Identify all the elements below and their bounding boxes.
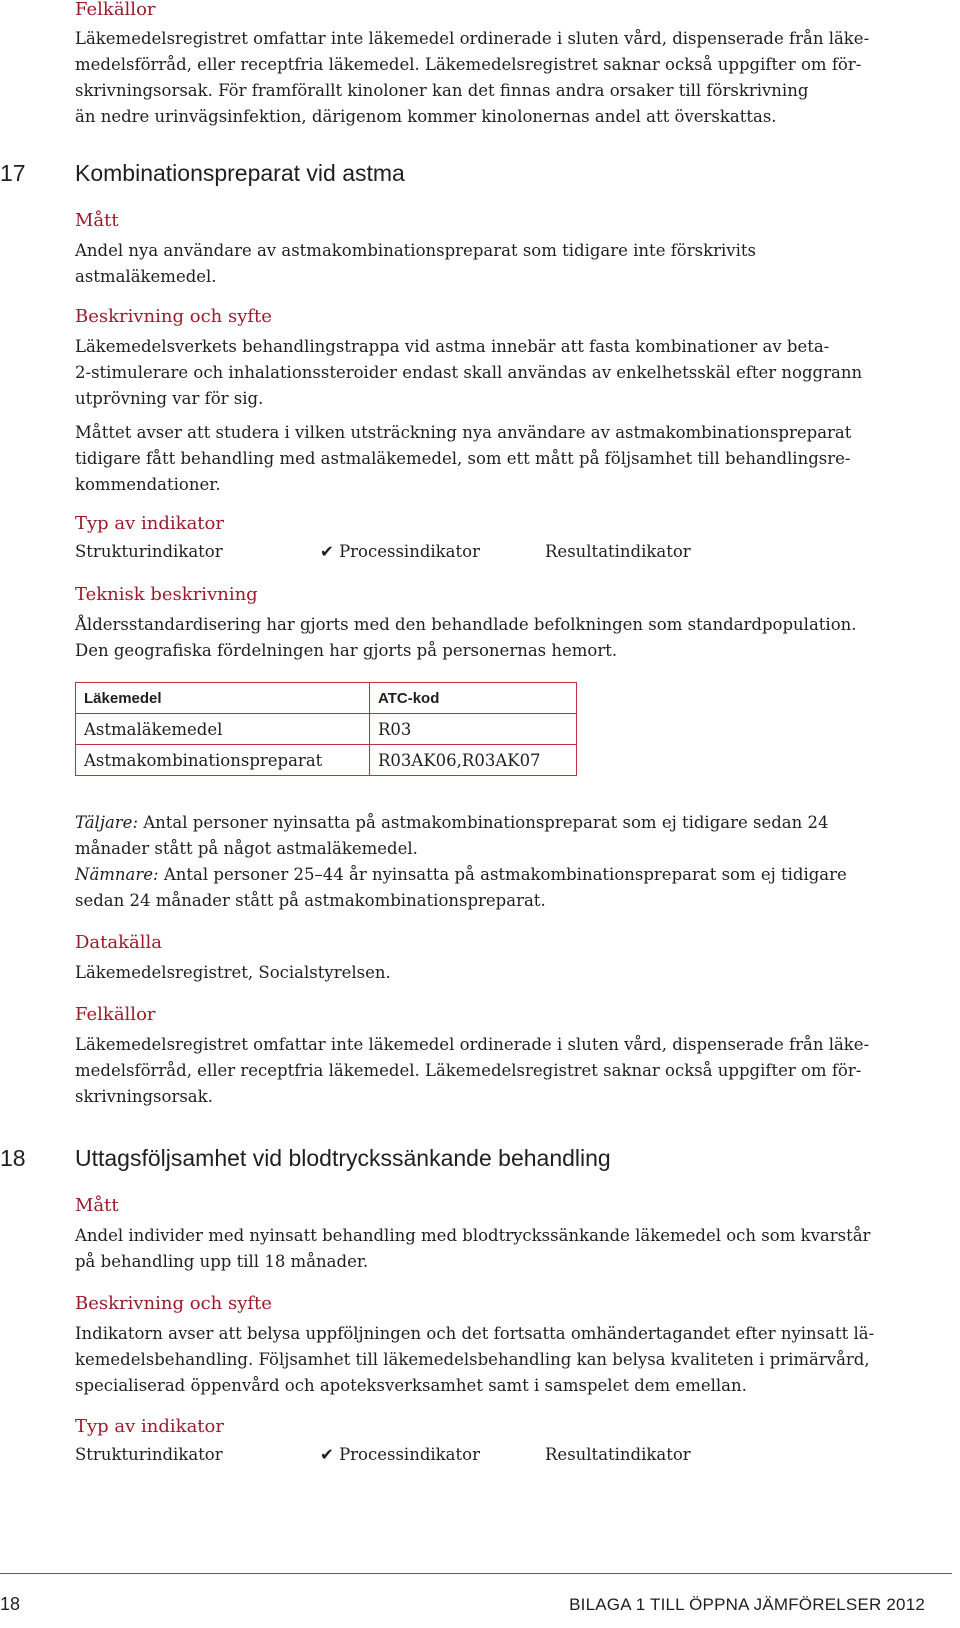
s17-taljare-namnare: Täljare: Antal personer nyinsatta på astmakombinationspreparat som ej tidigare sedan 24 månader stått på något astmaläkemedel. Nämnare: Antal personer 25–44 år nyinsatta på astmakombinationspreparat som ej tidigare sedan 24 månader stått på astmakombinationspreparat. bbox=[75, 813, 847, 910]
s17-typ-heading: Typ av indikator bbox=[75, 513, 224, 534]
atc-table bbox=[75, 682, 577, 776]
section-18-number: 18 bbox=[0, 1145, 26, 1171]
s17-felkallor-text: Läkemedelsregistret omfattar inte läkemedel ordinerade i sluten vård, dispenserade från läke- medelsförråd, eller receptfria läkemedel. Läkemedelsregistret saknar också uppgifter om för- skrivningsorsak. bbox=[75, 1035, 870, 1106]
table-cell: R03AK06,R03AK07 bbox=[370, 745, 577, 776]
s17-resultatindikator: Resultatindikator bbox=[545, 542, 691, 561]
footer-page-number: 18 bbox=[0, 1594, 21, 1614]
s18-matt-text: Andel individer med nyinsatt behandling med blodtryckssänkande läkemedel och som kvarstår på behandling upp till 18 månader. bbox=[75, 1226, 871, 1271]
taljare-label: Täljare: bbox=[75, 813, 139, 832]
footer-divider bbox=[0, 1573, 952, 1574]
table-cell: Astmaläkemedel bbox=[76, 714, 370, 745]
s18-resultatindikator: Resultatindikator bbox=[545, 1445, 691, 1464]
s17-strukturindikator: Strukturindikator bbox=[75, 542, 223, 561]
felkallor-text-top: Läkemedelsregistret omfattar inte läkemedel ordinerade i sluten vård, dispenserade från läke- medelsförråd, eller receptfria läkemedel. Läkemedelsregistret saknar också uppgifter om för- skrivningsorsak. För framförallt kinoloner kan det finnas andra orsaker till förskrivning än nedre urinvägsinfektion, därigenom kommer kinolonernas andel att överskattas. bbox=[75, 29, 870, 126]
s18-beskrivning-text: Indikatorn avser att belysa uppföljningen och det fortsatta omhändertagandet efter nyinsatt lä- kemedelsbehandling. Följsamhet till läkemedelsbehandling kan belysa kvaliteten i primärvård, specialiserad öppenvård och apoteksverksamhet samt i samspelet dem emellan. bbox=[75, 1324, 875, 1395]
s17-beskrivning-heading: Beskrivning och syfte bbox=[75, 306, 272, 327]
s18-processindikator: ✔ Processindikator bbox=[320, 1445, 480, 1464]
s18-matt-heading: Mått bbox=[75, 1195, 119, 1216]
table-header-row bbox=[76, 683, 577, 714]
s17-beskrivning-p1: Läkemedelsverkets behandlingstrappa vid astma innebär att fasta kombinationer av beta- 2-stimulerare och inhalationssteroider endast skall användas av enkelhetsskäl efter noggrann utprövning var för sig. bbox=[75, 337, 863, 408]
namnare-label: Nämnare: bbox=[75, 865, 159, 884]
section-17-number: 17 bbox=[0, 160, 26, 186]
table-cell: Astmakombinationspreparat bbox=[76, 745, 370, 776]
s18-beskrivning-heading: Beskrivning och syfte bbox=[75, 1293, 272, 1314]
s17-beskrivning-p2: Måttet avser att studera i vilken utsträckning nya användare av astmakombinationspreparat tidigare fått behandling med astmaläkemedel, som ett mått på följsamhet till behandlingsre- kommendationer. bbox=[75, 423, 852, 494]
table-header-atc: ATC-kod bbox=[370, 683, 577, 714]
table-row bbox=[76, 714, 577, 745]
s17-matt-heading: Mått bbox=[75, 210, 119, 231]
s17-matt-text: Andel nya användare av astmakombinationspreparat som tidigare inte förskrivits astmaläkemedel. bbox=[75, 241, 756, 286]
footer-publication-title: BILAGA 1 TILL ÖPPNA JÄMFÖRELSER 2012 bbox=[569, 1595, 925, 1614]
s17-teknisk-text: Åldersstandardisering har gjorts med den behandlade befolkningen som standardpopulation. Den geografiska fördelningen har gjorts på personernas hemort. bbox=[75, 615, 857, 660]
felkallor-heading-top: Felkällor bbox=[75, 0, 156, 20]
section-18-title: Uttagsföljsamhet vid blodtryckssänkande behandling bbox=[75, 1145, 611, 1171]
s17-processindikator: ✔ Processindikator bbox=[320, 542, 480, 561]
table-header-lakemedel: Läkemedel bbox=[76, 683, 370, 714]
s18-strukturindikator: Strukturindikator bbox=[75, 1445, 223, 1464]
s17-teknisk-heading: Teknisk beskrivning bbox=[75, 584, 258, 605]
table-cell: R03 bbox=[370, 714, 577, 745]
s17-datakalla-heading: Datakälla bbox=[75, 932, 163, 953]
section-17-title: Kombinationspreparat vid astma bbox=[75, 160, 405, 186]
s17-datakalla-text: Läkemedelsregistret, Socialstyrelsen. bbox=[75, 963, 391, 982]
table-row bbox=[76, 745, 577, 776]
s17-felkallor-heading: Felkällor bbox=[75, 1004, 156, 1025]
s18-typ-heading: Typ av indikator bbox=[75, 1416, 224, 1437]
